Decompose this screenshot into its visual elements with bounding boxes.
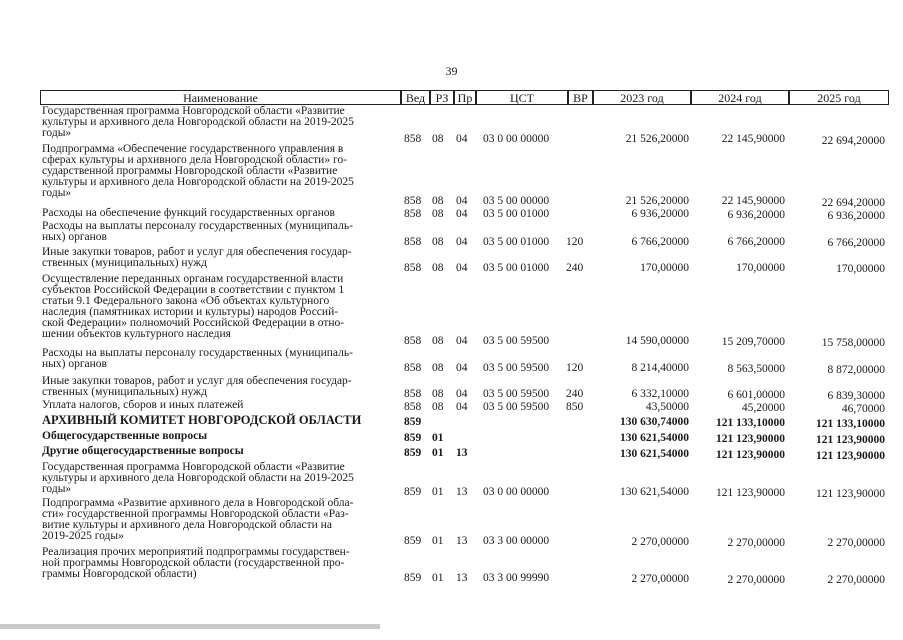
row-2023: 21 526,20000 [625, 195, 689, 207]
scan-edge-shadow [0, 624, 380, 629]
row-name: Реализация прочих мероприятий подпрограммы государствен- ной программы Новгородской области (государственной про- граммы Новгородской области) [42, 546, 350, 580]
row-2025: 2 270,00000 [827, 537, 885, 549]
row-2025: 8 872,00000 [827, 364, 885, 376]
row-2024: 121 123,90000 [716, 449, 785, 461]
row-pr: 04 [456, 362, 468, 374]
row-vr: 120 [566, 236, 584, 248]
row-2023: 6 332,10000 [631, 388, 689, 400]
row-2023: 170,00000 [640, 262, 689, 274]
row-ved: 858 [404, 236, 422, 248]
row-2025: 6 839,30000 [827, 390, 885, 402]
row-2024: 8 563,50000 [727, 363, 785, 375]
row-name: Подпрограмма «Развитие архивного дела в Новгородской обла- сти» государственной программы Новгородской области «Раз- витие культуры и архивного дела Новгородской области на 2019-2025 годы» [42, 497, 354, 542]
row-pr: 04 [456, 388, 468, 400]
header-pr: Пр [454, 90, 476, 105]
row-cst: 03 5 00 01000 [483, 262, 550, 274]
header-2025: 2025 год [789, 90, 889, 105]
row-rz: 08 [432, 195, 444, 207]
row-2023: 6 766,20000 [631, 236, 689, 248]
row-2024: 6 766,20000 [727, 236, 785, 248]
row-ved: 859 [404, 486, 422, 498]
row-ved: 858 [404, 262, 422, 274]
row-2025: 6 936,20000 [827, 210, 885, 222]
header-name: Наименование [40, 90, 401, 105]
row-2025: 2 270,00000 [827, 574, 885, 586]
row-2024: 121 133,10000 [716, 417, 785, 429]
row-pr: 13 [456, 486, 468, 498]
row-2024: 45,20000 [741, 402, 785, 414]
row-2025: 121 123,90000 [816, 434, 885, 446]
row-cst: 03 5 00 59500 [483, 335, 550, 347]
row-rz: 08 [432, 388, 444, 400]
row-2024: 6 601,00000 [727, 389, 785, 401]
row-2023: 8 214,40000 [631, 362, 689, 374]
row-2024: 170,00000 [736, 262, 785, 274]
row-2023: 6 936,20000 [631, 208, 689, 220]
page-number: 39 [445, 64, 458, 78]
row-ved: 859 [404, 416, 422, 428]
row-vr: 240 [566, 388, 584, 400]
row-name: Расходы на выплаты персоналу государственных (муниципаль- ных) органов [42, 347, 353, 370]
row-ved: 859 [404, 447, 422, 459]
row-ved: 858 [404, 335, 422, 347]
row-cst: 03 5 00 59500 [483, 362, 550, 374]
header-rz: РЗ [430, 90, 454, 105]
row-pr: 04 [456, 262, 468, 274]
row-name: Иные закупки товаров, работ и услуг для обеспечения государ- ственных (муниципальных) нужд [42, 375, 352, 398]
row-name: Иные закупки товаров, работ и услуг для обеспечения государ- ственных (муниципальных) нужд [42, 246, 352, 269]
row-name: Подпрограмма «Обеспечение государственного управления в сферах культуры и архивного дела Новгородской области» го- сударственной программы Новгородской области «Развитие культуры и архивного дела Новгородской области на 2019-2025 годы» [42, 143, 354, 199]
row-2023: 130 621,54000 [620, 448, 689, 460]
row-2023: 2 270,00000 [631, 536, 689, 548]
row-name: Общегосударственные вопросы [42, 430, 208, 442]
row-pr: 04 [456, 335, 468, 347]
row-rz: 01 [432, 447, 444, 459]
row-rz: 08 [432, 208, 444, 220]
row-cst: 03 5 00 59500 [483, 388, 550, 400]
row-ved: 859 [404, 572, 422, 584]
header-vr: ВР [568, 90, 593, 105]
row-2023: 2 270,00000 [631, 573, 689, 585]
row-2023: 130 621,54000 [620, 486, 689, 498]
row-name: АРХИВНЫЙ КОМИТЕТ НОВГОРОДСКОЙ ОБЛАСТИ [42, 413, 362, 427]
row-pr: 04 [456, 208, 468, 220]
row-rz: 01 [432, 572, 444, 584]
row-2024: 2 270,00000 [727, 574, 785, 586]
row-rz: 08 [432, 362, 444, 374]
row-name: Осуществление переданных органам государственной власти субъектов Российской Федерации в соответствии с пунктом 1 статьи 9.1 Федерального закона «Об объектах культурного наследия (памятниках истории и культуры) народов Россий- ской Федерации» полномочий Российской Федерации в отно- шении объектов культурного наследия [42, 273, 345, 340]
row-cst: 03 5 00 01000 [483, 236, 550, 248]
row-cst: 03 0 00 00000 [483, 133, 550, 145]
row-name: Расходы на выплаты персоналу государственных (муниципаль- ных) органов [42, 220, 353, 243]
row-ved: 858 [404, 401, 422, 413]
row-rz: 08 [432, 335, 444, 347]
row-2025: 15 758,00000 [821, 337, 885, 349]
row-2023: 130 621,54000 [620, 432, 689, 444]
row-2025: 121 123,90000 [816, 488, 885, 500]
row-pr: 04 [456, 401, 468, 413]
row-vr: 120 [566, 362, 584, 374]
row-2025: 6 766,20000 [827, 237, 885, 249]
row-2024: 22 145,90000 [721, 195, 785, 207]
row-rz: 08 [432, 236, 444, 248]
row-rz: 01 [432, 535, 444, 547]
row-ved: 859 [404, 432, 422, 444]
header-cst: ЦСТ [476, 90, 568, 105]
row-vr: 240 [566, 262, 584, 274]
row-name: Государственная программа Новгородской области «Развитие культуры и архивного дела Новгородской области на 2019-2025 годы» [42, 105, 354, 139]
row-name: Уплата налогов, сборов и иных платежей [42, 399, 244, 411]
header-ved: Вед [401, 90, 430, 105]
row-ved: 858 [404, 388, 422, 400]
row-cst: 03 5 00 59500 [483, 401, 550, 413]
row-2025: 22 694,20000 [821, 135, 885, 147]
row-cst: 03 3 00 00000 [483, 535, 550, 547]
row-ved: 858 [404, 195, 422, 207]
row-2024: 22 145,90000 [721, 133, 785, 145]
row-2025: 22 694,20000 [821, 197, 885, 209]
row-rz: 08 [432, 262, 444, 274]
row-2024: 121 123,90000 [716, 433, 785, 445]
row-ved: 858 [404, 362, 422, 374]
row-2025: 46,70000 [841, 403, 885, 415]
row-2023: 21 526,20000 [625, 133, 689, 145]
row-2024: 2 270,00000 [727, 537, 785, 549]
row-ved: 858 [404, 208, 422, 220]
row-2025: 170,00000 [836, 263, 885, 275]
row-2023: 130 630,74000 [620, 416, 689, 428]
row-pr: 04 [456, 236, 468, 248]
row-ved: 858 [404, 133, 422, 145]
row-ved: 859 [404, 535, 422, 547]
row-cst: 03 3 00 99990 [483, 572, 550, 584]
row-cst: 03 5 00 01000 [483, 208, 550, 220]
table-header [40, 90, 889, 105]
row-2024: 15 209,70000 [721, 336, 785, 348]
row-2025: 121 123,90000 [816, 450, 885, 462]
row-name: Расходы на обеспечение функций государственных органов [42, 207, 335, 219]
row-2024: 121 123,90000 [716, 487, 785, 499]
row-cst: 03 5 00 00000 [483, 195, 550, 207]
row-name: Государственная программа Новгородской области «Развитие культуры и архивного дела Новгородской области на 2019-2025 годы» [42, 461, 354, 495]
row-rz: 01 [432, 486, 444, 498]
row-vr: 850 [566, 401, 584, 413]
row-pr: 13 [456, 535, 468, 547]
row-cst: 03 0 00 00000 [483, 486, 550, 498]
header-2023: 2023 год [593, 90, 691, 105]
row-pr: 04 [456, 133, 468, 145]
row-name: Другие общегосударственные вопросы [42, 445, 244, 457]
row-rz: 08 [432, 133, 444, 145]
row-pr: 04 [456, 195, 468, 207]
row-2023: 43,50000 [645, 401, 689, 413]
row-rz: 08 [432, 401, 444, 413]
row-2024: 6 936,20000 [727, 209, 785, 221]
header-2024: 2024 год [691, 90, 789, 105]
row-pr: 13 [456, 572, 468, 584]
row-2025: 121 133,10000 [816, 418, 885, 430]
row-2023: 14 590,00000 [625, 335, 689, 347]
row-pr: 13 [456, 447, 468, 459]
row-rz: 01 [432, 432, 444, 444]
